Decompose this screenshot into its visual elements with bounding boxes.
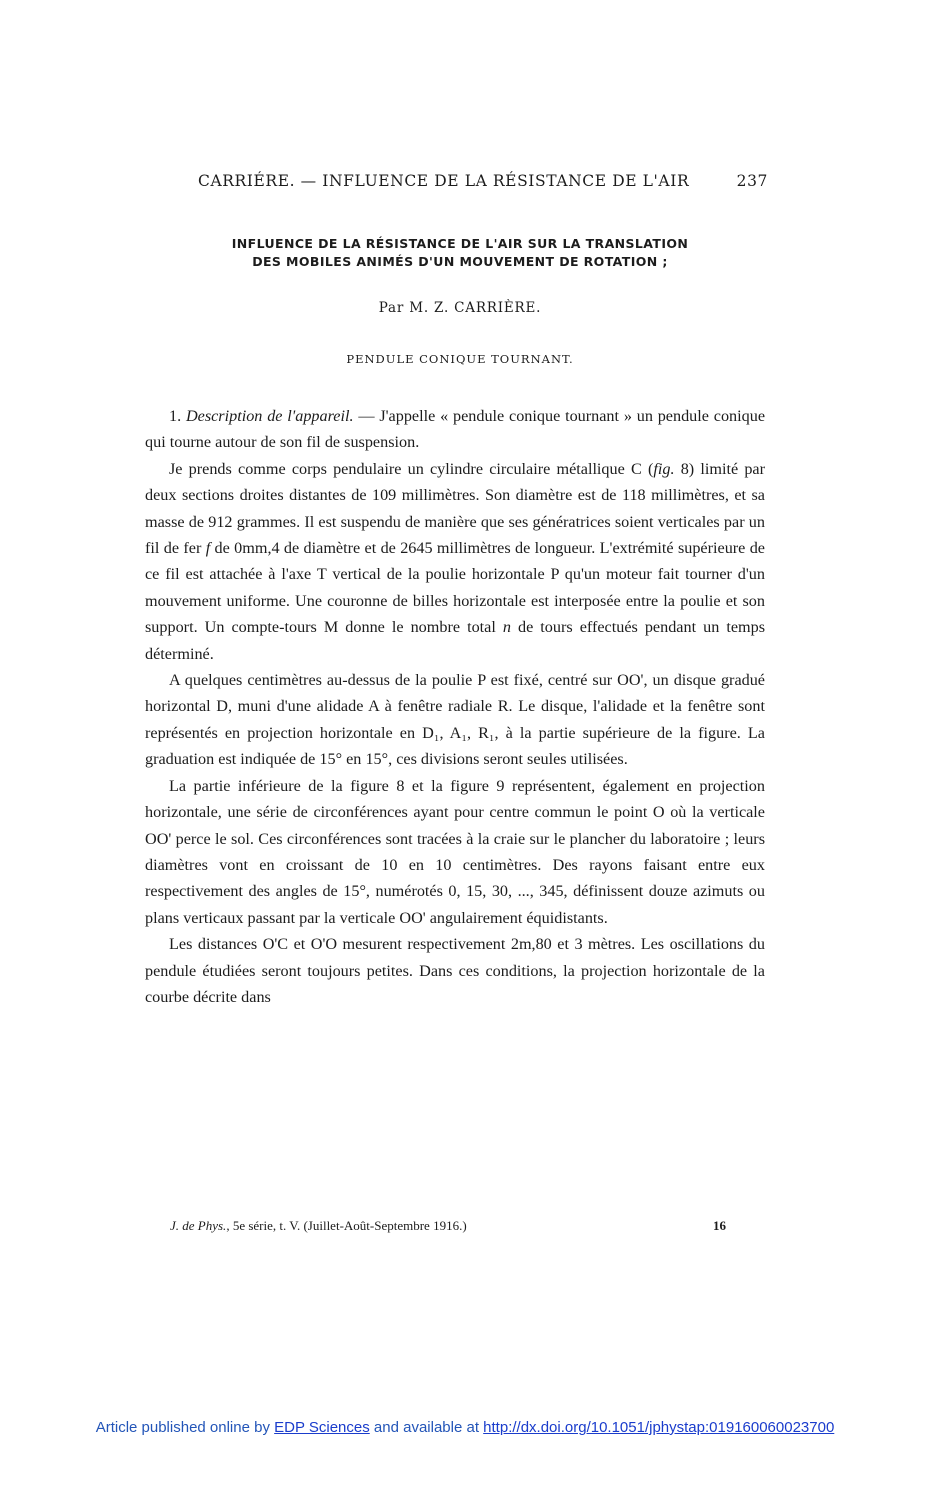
citation: , 5e série, t. V. (Juillet-Août-Septembre 1916.) (226, 1218, 467, 1233)
author-line: Par M. Z. CARRIÈRE. (378, 300, 542, 316)
paragraph-number: 1. (169, 407, 182, 425)
paragraph-heading: Description de l'appareil. (185, 407, 354, 425)
banner-text: and available at (369, 1419, 484, 1436)
symbol-n: n (502, 618, 511, 637)
paragraph-1 (145, 403, 765, 456)
paragraph-5: Les distances O'C et O'O mesurent respectivement 2m,80 et 3 mètres. Les oscillations du pendule étudiées seront toujours petites. Dans ces conditions, la projection horizontale de la courbe décrite dans (145, 935, 765, 1006)
page-number: 237 (736, 172, 768, 190)
title-line-2: DES MOBILES ANIMÉS D'UN MOUVEMENT DE ROTATION ; (252, 254, 668, 269)
paragraph-text: — J'appelle « pendule conique tournant » un pendule conique qui tourne autour de son fil de suspension. (145, 407, 765, 452)
sheet-number: 16 (713, 1218, 726, 1233)
paragraph-text: 8) limité par deux sections droites distantes de 109 millimètres. Son diamètre est de 118 millimètres, et sa masse de 912 grammes. Il est suspendu de manière que ses génératrices soient verticales par un fil de fer (145, 459, 765, 558)
doi-link[interactable]: http://dx.doi.org/10.1051/jphystap:019160060023700 (483, 1419, 835, 1436)
paragraph-text: de 0mm,4 de diamètre et de 2645 millimètres de longueur. L'extrémité supérieure de ce fil est attachée à l'axe T vertical de la poulie horizontale P qu'un moteur fait tourner d'un mouvement uniforme. Une couronne de billes horizontale est interposée entre la poulie et son support. Un compte-tours M donne le nombre total (145, 539, 765, 637)
section-heading: PENDULE CONIQUE TOURNANT. (346, 352, 574, 366)
title-line-1: INFLUENCE DE LA RÉSISTANCE DE L'AIR SUR LA TRANSLATION (231, 236, 689, 251)
article-title (130, 235, 790, 271)
paragraph-3: A quelques centimètres au-dessus de la poulie P est fixé, centré sur OO', un disque gradué horizontal D, muni d'une alidade A à fenêtre radiale R. Le disque, l'alidade et la fenêtre sont représentés en projection horizontale en D₁, A₁, R₁, à la partie supérieure de la figure. La graduation est indiquée de 15° en 15°, ces divisions seront seules utilisées. (145, 671, 765, 769)
paragraph-text: Je prends comme corps pendulaire un cylindre circulaire métallique C ( (169, 459, 654, 478)
symbol-f: f (205, 539, 211, 558)
paragraph-2 (145, 456, 765, 667)
paragraph-text: de tours effectués pendant un temps déterminé. (145, 618, 765, 663)
journal-name: J. de Phys. (170, 1218, 227, 1233)
article-body (145, 403, 765, 1010)
page-footer (170, 1218, 726, 1234)
banner-text: Article published online by (95, 1419, 275, 1436)
publication-banner (0, 1419, 930, 1436)
figure-ref: fig. (653, 459, 675, 478)
running-head (198, 172, 768, 190)
paragraph-4: La partie inférieure de la figure 8 et la figure 9 représentent, également en projection horizontale, une série de circonférences ayant pour centre commun le point O où la verticale OO' perce le sol. Ces circonférences sont tracées à la craie sur le plancher du laboratoire ; leurs diamètres vont en croissant de 10 en 10 centimètres. Des rayons faisant entre eux respectivement des angles de 15°, numérotés 0, 15, 30, ..., 345, définissent douze azimuts ou plans verticaux passant par la verticale OO' angulairement équidistants. (145, 776, 765, 927)
running-title: CARRIÉRE. — INFLUENCE DE LA RÉSISTANCE DE L'AIR (198, 172, 690, 190)
publisher-link[interactable]: EDP Sciences (274, 1419, 370, 1436)
